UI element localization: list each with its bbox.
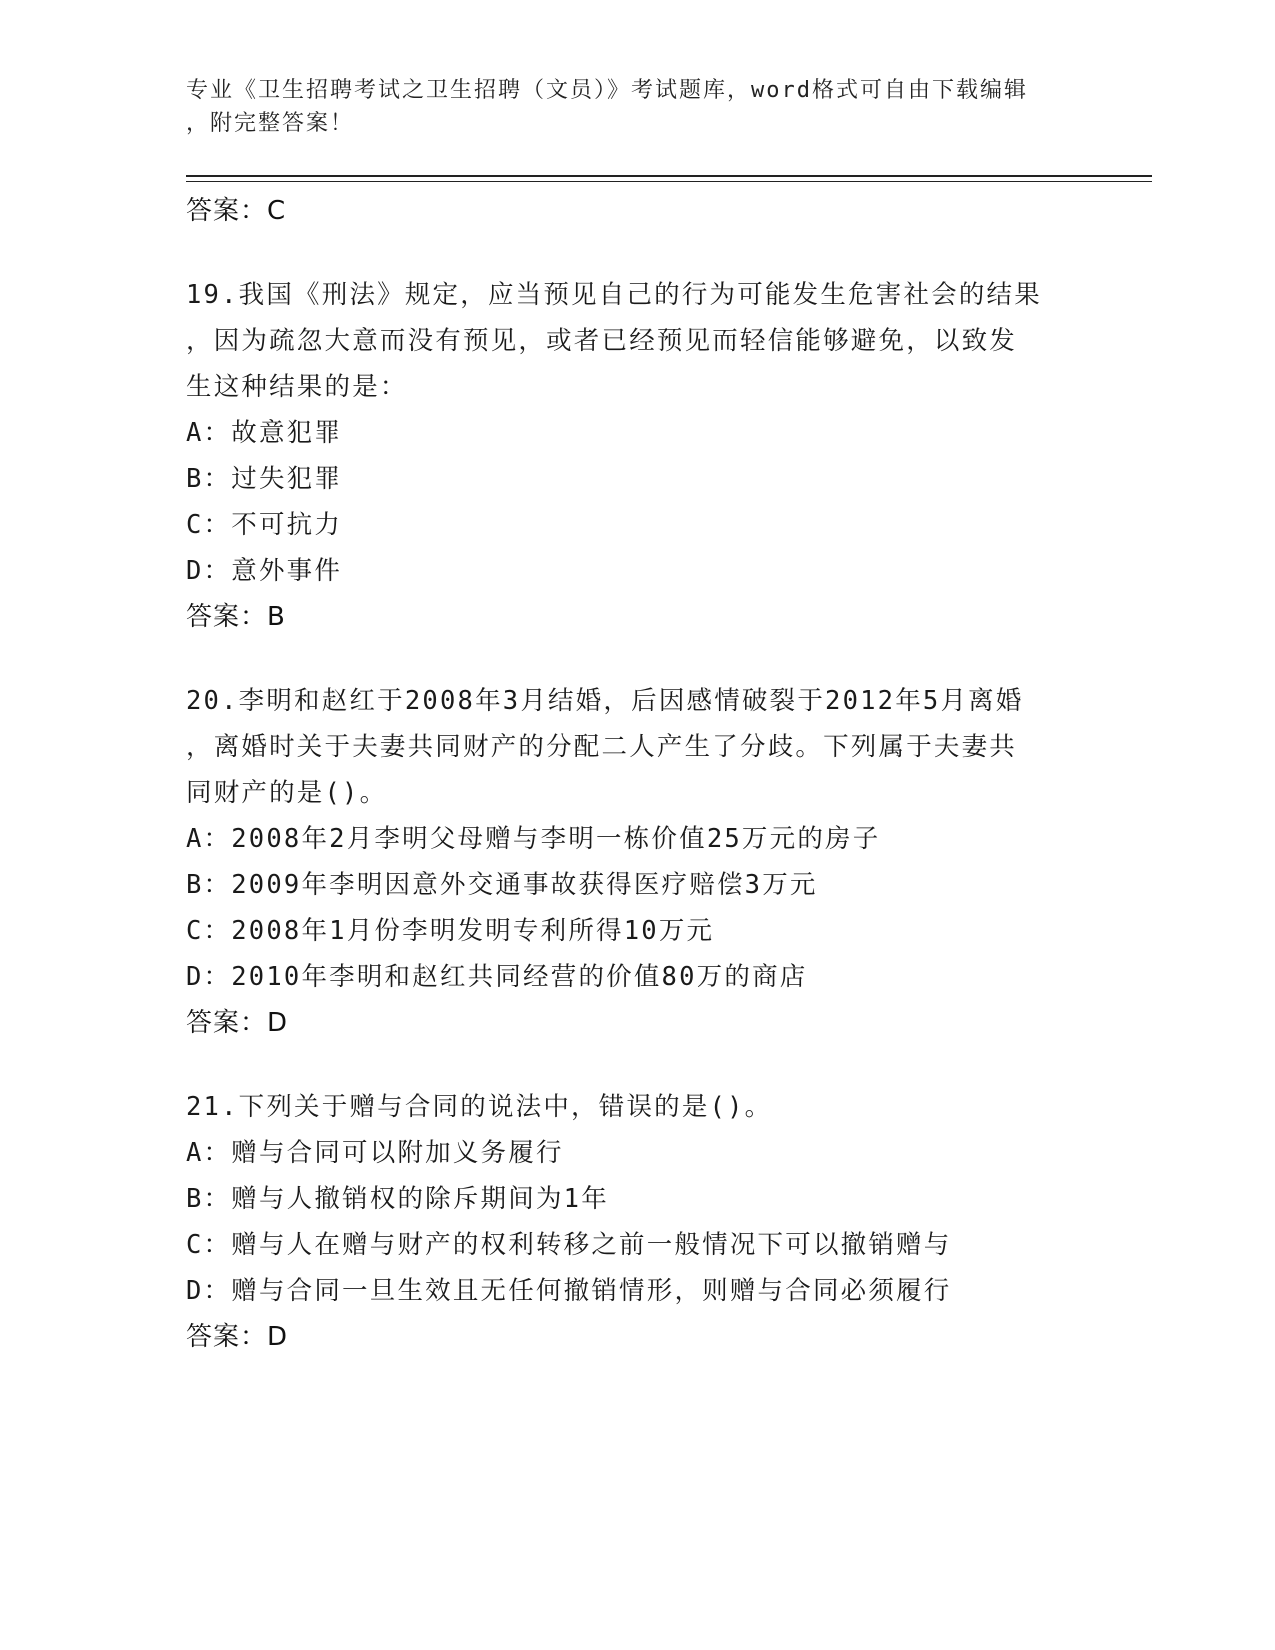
header-rule-thick [186,175,1152,177]
stem-line: 生这种结果的是： [186,372,408,402]
option-c: C：赠与人在赠与财产的权利转移之前一般情况下可以撤销赠与 [186,1230,952,1260]
previous-answer: 答案：C [186,196,287,226]
question-stem [186,272,1086,410]
stem-line: ，因为疏忽大意而没有预见，或者已经预见而轻信能够避免，以致发 [186,326,1018,356]
question-20 [186,678,1086,1046]
header-line-1: 专业《卫生招聘考试之卫生招聘（文员）》考试题库，word格式可自由下载编辑 [186,78,1028,103]
option-b: B：2009年李明因意外交通事故获得医疗赔偿3万元 [186,870,818,900]
option-d: D：赠与合同一旦生效且无任何撤销情形，则赠与合同必须履行 [186,1276,952,1306]
header-rule-thin [186,181,1152,182]
stem-line: 19.我国《刑法》规定，应当预见自己的行为可能发生危害社会的结果 [186,280,1042,310]
option-a: A：赠与合同可以附加义务履行 [186,1138,564,1168]
page-header [186,74,1066,140]
option-d: D：2010年李明和赵红共同经营的价值80万的商店 [186,962,808,992]
question-answer: 答案：D [186,1322,289,1352]
option-a: A：故意犯罪 [186,418,343,448]
stem-line: 20.李明和赵红于2008年3月结婚，后因感情破裂于2012年5月离婚 [186,686,1024,716]
option-c: C：不可抗力 [186,510,343,540]
question-stem [186,1084,1086,1130]
question-19 [186,272,1086,640]
header-line-2: ，附完整答案！ [186,111,355,136]
option-a: A：2008年2月李明父母赠与李明一栋价值25万元的房子 [186,824,881,854]
stem-line: 21.下列关于赠与合同的说法中，错误的是()。 [186,1092,773,1122]
stem-line: ，离婚时关于夫妻共同财产的分配二人产生了分歧。下列属于夫妻共 [186,732,1018,762]
option-c: C：2008年1月份李明发明专利所得10万元 [186,916,715,946]
option-d: D：意外事件 [186,556,343,586]
stem-line: 同财产的是()。 [186,778,388,808]
question-21 [186,1084,1086,1360]
question-stem [186,678,1086,816]
option-b: B：赠与人撤销权的除斥期间为1年 [186,1184,609,1214]
question-answer: 答案：B [186,602,286,632]
question-answer: 答案：D [186,1008,289,1038]
question-list [186,188,1086,1360]
option-b: B：过失犯罪 [186,464,343,494]
